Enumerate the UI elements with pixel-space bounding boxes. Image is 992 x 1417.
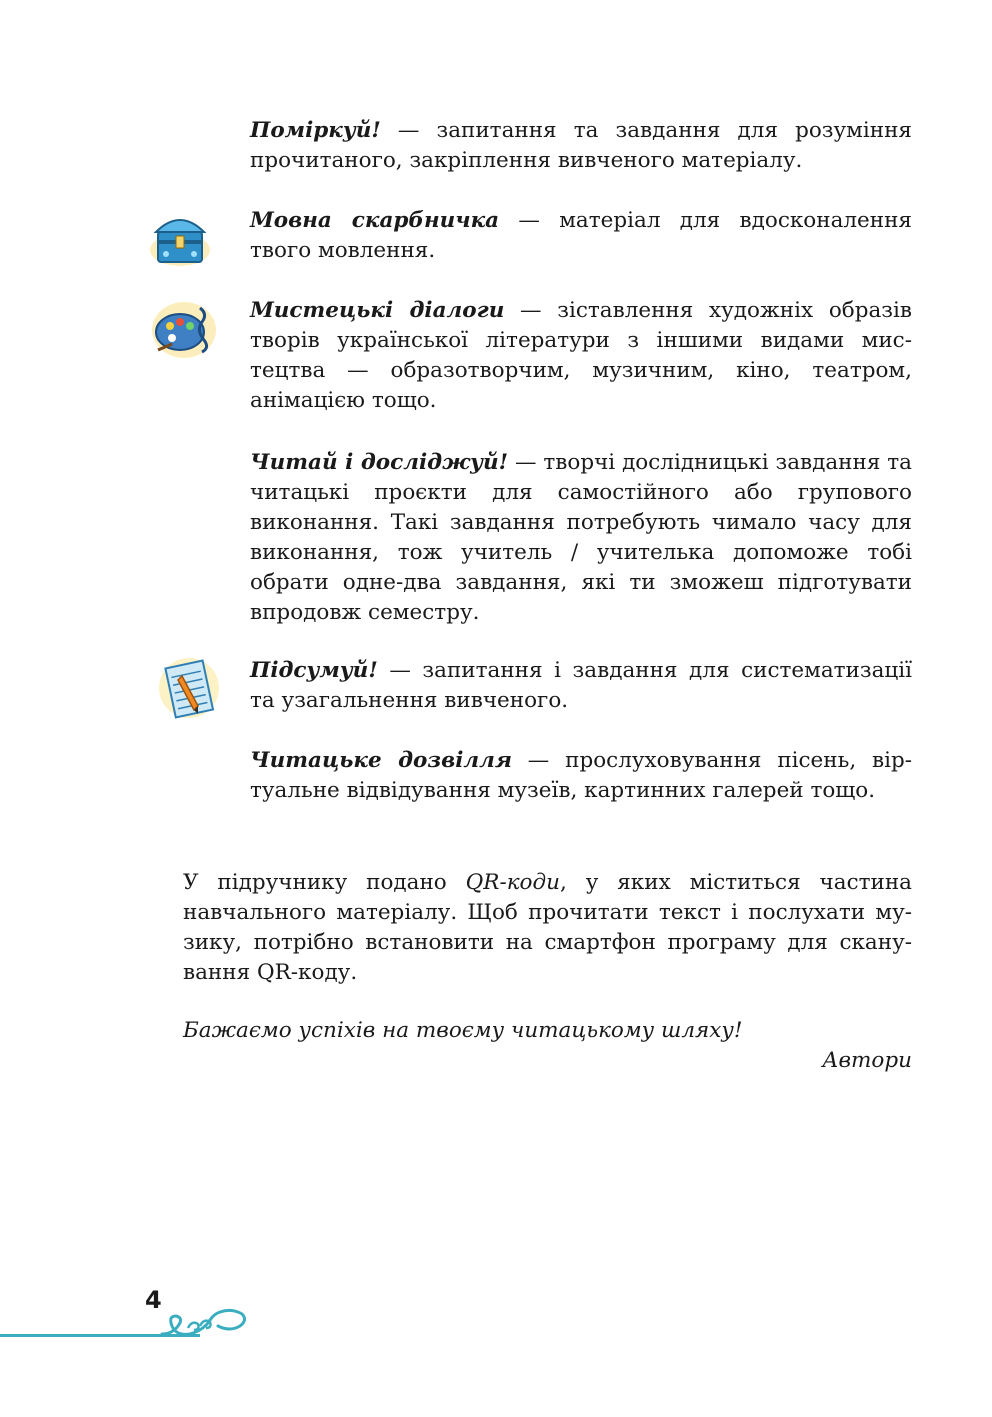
legend-entry-read-explore: [250, 448, 912, 628]
legend-term: Поміркуй!: [250, 118, 381, 143]
legend-text: — запитання та завдання для розуміння прочитаного, закріплення вивченого матеріалу.: [250, 118, 912, 173]
legend-term: Читай і досліджуй!: [250, 450, 509, 475]
qr-paragraph-before: У підручнику подано: [183, 870, 466, 895]
legend-text: — запитання і завдання для систематизації та узагальнення вивченого.: [250, 658, 912, 713]
legend-text: — зіставлення художніх образів творів української літератури з іншими видами мистецтва — образотворчим, музичним, кіно, театром, анімацією тощо.: [250, 298, 912, 413]
legend-text: — матеріал для вдосконалення твого мовлення.: [250, 208, 912, 263]
palette-music-icon: [150, 300, 218, 366]
legend-term: Підсумуй!: [250, 658, 378, 683]
decorative-swirl-icon: [160, 1296, 250, 1346]
legend-term: Мовна скарбничка: [250, 208, 500, 233]
legend-entry-summarize: [250, 656, 912, 716]
legend-entry-language-treasury: [250, 206, 912, 266]
legend-entry-reflect: [250, 116, 912, 176]
closing-authors: Автори: [822, 1048, 912, 1073]
legend-text: — творчі дослідницькі завдання та читацькі проєкти для самостійного або групового виконання. Такі завдання потребують чимало часу для виконання, тож учитель / учителька допоможе тобі обрати одне-два завдання, які ти зможеш підготувати впродовж семестру.: [250, 450, 912, 625]
treasure-chest-icon: [148, 206, 212, 272]
legend-entry-art-dialogues: [250, 296, 912, 416]
legend-entry-reading-leisure: [250, 746, 912, 806]
closing-wish: Бажаємо успіхів на твоєму читацькому шляху!: [183, 1018, 743, 1043]
legend-term: Мистецькі діалоги: [250, 298, 505, 323]
legend-text: — прослуховування пісень, віртуальне відвідування музеїв, картинних галерей тощо.: [250, 748, 912, 803]
legend-term: Читацьке дозвілля: [250, 748, 512, 773]
qr-paragraph-after: , у яких міститься частина навчального матеріалу. Щоб прочитати текст і послухати музику, потрібно встановити на смартфон програму для сканування QR-коду.: [183, 870, 913, 985]
qr-term: QR-коди: [465, 870, 560, 895]
notepad-pencil-icon: [158, 656, 220, 724]
qr-paragraph: [183, 868, 912, 988]
page-number: 4: [145, 1286, 162, 1314]
